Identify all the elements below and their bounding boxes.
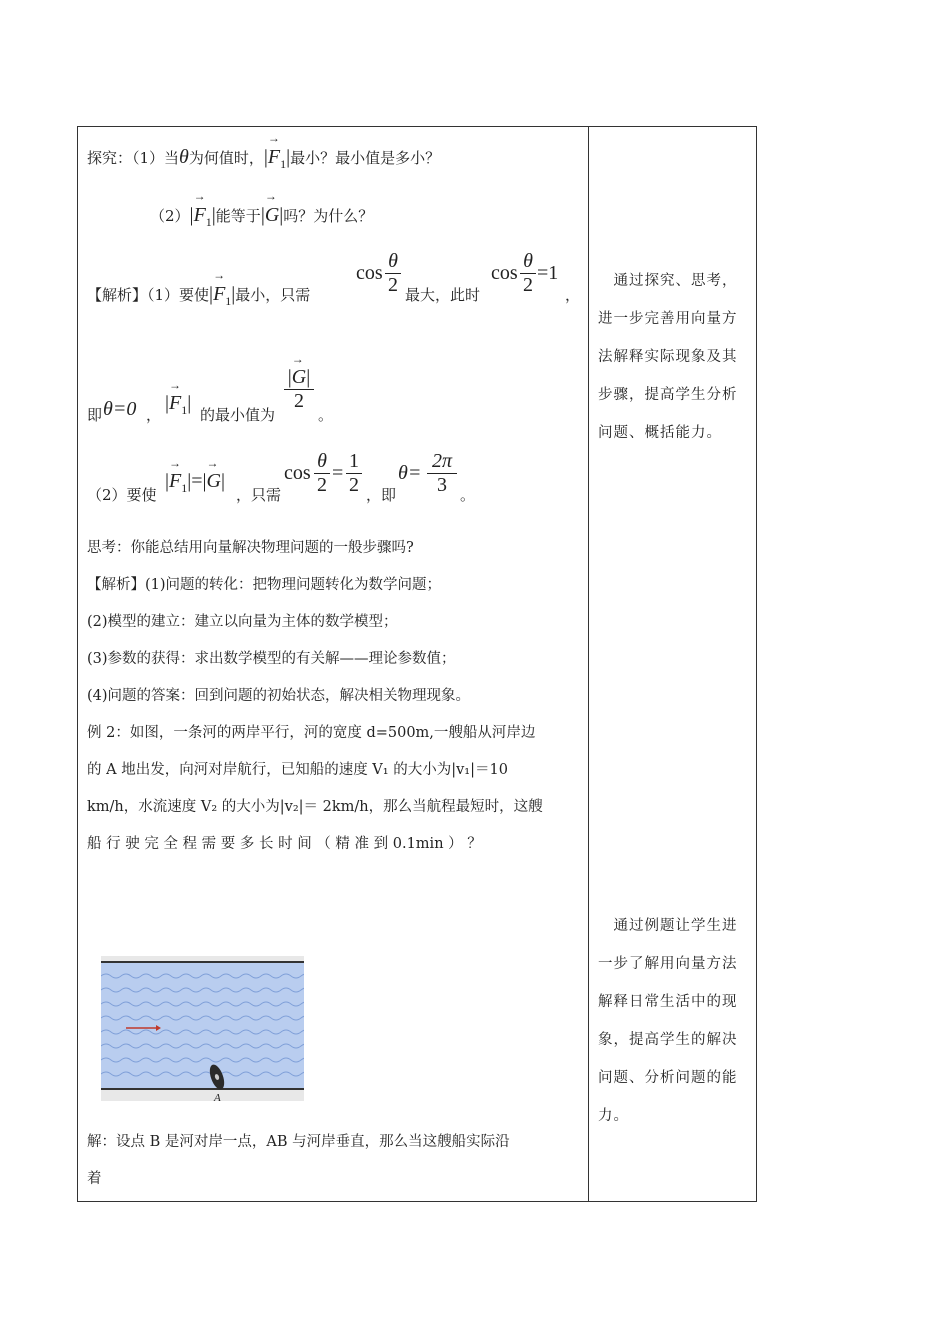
cos-label-2: cos	[491, 262, 518, 284]
abs-f1-eq-g: |→ $F_1|=|\to G|$	[165, 470, 225, 496]
step-4: (4)问题的答案：回到问题的初始状态，解决相关物理现象。	[87, 688, 471, 704]
example-line-3: km/h，水流速度 V₂ 的大小为|v₂|＝ 2km/h，那么当航程最短时，这艘	[87, 799, 543, 815]
equals-sign: =	[191, 470, 203, 492]
theta-over-2-1	[385, 250, 401, 297]
numerator: θ	[523, 250, 533, 272]
river-waves	[101, 956, 304, 1101]
teaching-note-1: 通过探究、思考，进一步完善用向量方法解释实际现象及其步骤，提高学生分析问题、概括能力。	[598, 273, 738, 441]
q2-text-a: （2）	[150, 207, 190, 225]
q2-text-c: 吗？为什么？	[283, 207, 374, 225]
steps-block	[87, 530, 582, 863]
abs-g: |→ G|	[261, 204, 283, 226]
sol2-text-a: （2）要使	[87, 486, 157, 504]
denominator: 2	[294, 390, 304, 412]
question-1	[87, 145, 440, 171]
vector-f: → F	[194, 203, 206, 227]
abs-f1: |→ $F_1|$	[264, 146, 290, 168]
theta-over-2-3	[314, 450, 330, 497]
numerator: 1	[349, 450, 359, 472]
subscript-1: 1	[181, 403, 188, 417]
denominator: 2	[349, 474, 359, 496]
step-3: (3)参数的获得：求出数学模型的有关解——理论参数值；	[87, 651, 456, 667]
step-1: 【解析】(1)问题的转化：把物理问题转化为数学问题；	[87, 577, 442, 593]
theta-equals: θ=	[398, 462, 422, 484]
sol1-text-f: ，	[146, 406, 162, 424]
sol2-text-c: ，即	[366, 486, 397, 504]
q2-text-b: 能等于	[215, 207, 261, 225]
question-2	[150, 203, 373, 229]
subscript-1: 1	[181, 481, 188, 495]
equals-one: =1	[537, 262, 559, 284]
point-a-label: A	[214, 1092, 221, 1104]
cos-label-3: cos	[284, 462, 311, 484]
think-question: 思考：你能总结用向量解决物理问题的一般步骤吗?	[87, 540, 414, 556]
q1-text-c: 最小？最小值是多小？	[290, 149, 441, 167]
abs-f1-4: |→ $F_1|$	[165, 392, 191, 418]
final-solution-line-1: 解：设点 B 是河对岸一点，AB 与河岸垂直，那么当这艘船实际沿	[87, 1134, 510, 1150]
sol1-text-a: 【解析】（1）要使	[87, 286, 210, 304]
subscript-1: 1	[225, 294, 232, 308]
vector-g: → G	[292, 366, 306, 389]
vector-f: → F	[169, 470, 181, 493]
river-figure	[101, 956, 304, 1104]
theta-over-2-2	[520, 250, 536, 297]
sol1-text-c: 最大，此时	[405, 286, 481, 304]
subscript-1: 1	[280, 157, 287, 171]
theta-equals-zero: θ=0	[103, 398, 137, 420]
vector-g: → G	[207, 470, 221, 493]
denominator: 2	[523, 274, 533, 296]
example-line-2: 的 A 地出发，向河对岸航行，已知船的速度 V₁ 的大小为|v₁|＝10	[87, 762, 508, 778]
theta-symbol: θ	[179, 146, 189, 168]
sol1-text-e: 即	[87, 406, 103, 424]
abs-f1-3: |→ $F_1|$	[209, 283, 235, 305]
solution-1-line	[87, 282, 310, 308]
column-divider	[588, 127, 589, 1201]
denominator: 2	[388, 274, 398, 296]
sol1-text-g: 的最小值为	[200, 406, 276, 424]
sol1-text-h: 。	[318, 406, 334, 424]
example-line-4: 船 行 驶 完 全 程 需 要 多 长 时 间 （ 精 准 到 0.1min ） ？	[87, 836, 482, 852]
vector-f: → F	[213, 282, 225, 306]
final-solution	[87, 1124, 582, 1198]
sol2-text-b: ，只需	[236, 486, 282, 504]
q1-text-a: 探究：（1）当	[87, 149, 180, 167]
vector-f: → F	[169, 392, 181, 415]
vector-g: → G	[265, 203, 279, 227]
sol1-text-b: 最小，只需	[235, 286, 311, 304]
q1-text-b: 为何值时，	[188, 149, 264, 167]
vector-f: → F	[268, 145, 280, 169]
cos-label-1: cos	[356, 262, 383, 284]
numerator: 2π	[431, 450, 453, 472]
sol1-text-d: ，	[565, 286, 581, 304]
denominator: 3	[437, 474, 447, 496]
final-solution-line-2: 着	[87, 1171, 102, 1187]
example-line-1: 例 2：如图，一条河的两岸平行，河的宽度 d=500m,一艘船从河岸边	[87, 725, 536, 741]
teaching-note-2: 通过例题让学生进一步了解用向量方法解释日常生活中的现象，提高学生的解决问题、分析问题的能力。	[598, 918, 738, 1124]
numerator: |→ G|	[284, 366, 314, 389]
one-half	[346, 450, 362, 497]
subscript-1: 1	[205, 215, 212, 229]
equals-sign-2: =	[332, 462, 344, 484]
abs-f1-2: |→ $F_1|$	[190, 204, 216, 226]
numerator: θ	[388, 250, 398, 272]
g-over-2	[284, 366, 314, 413]
sol2-text-d: 。	[460, 486, 476, 504]
step-2: (2)模型的建立：建立以向量为主体的数学模型；	[87, 614, 398, 630]
denominator: 2	[317, 474, 327, 496]
numerator: θ	[317, 450, 327, 472]
two-pi-over-3	[427, 450, 457, 497]
